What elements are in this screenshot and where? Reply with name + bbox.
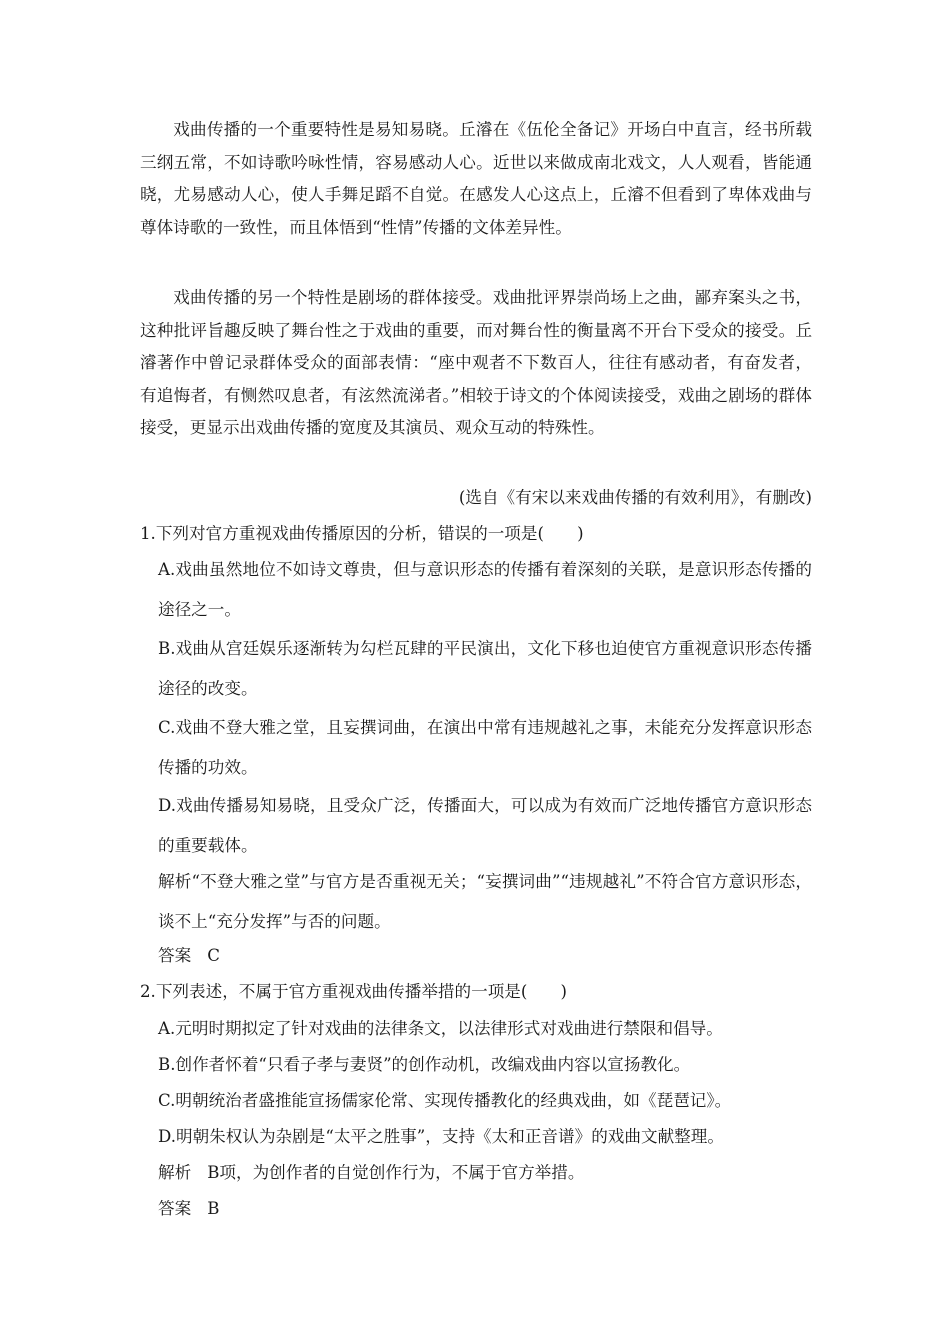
analysis-text: “不登大雅之堂”与官方是否重视无关；“妄撰词曲”“违规越礼”不符合官方意识形态，谈不上“充分发挥”与否的问题。 xyxy=(158,872,812,931)
passage-paragraph-2: 戏曲传播的另一个特性是剧场的群体接受。戏曲批评界崇尚场上之曲，鄙弃案头之书，这种批评旨趣反映了舞台性之于戏曲的重要，而对舞台性的衡量离不开台下受众的接受。丘濬著作中曾记录群体受众的面部表情：“座中观者不下数百人，往往有感动者，有奋发者，有追悔者，有恻然叹息者，有泫然流涕者。”相较于诗文的个体阅读接受，戏曲之剧场的群体接受，更显示出戏曲传播的宽度及其演员、观众互动的特殊性。 xyxy=(140,288,812,437)
passage-source: (选自《有宋以来戏曲传播的有效利用》，有删改) xyxy=(458,488,812,507)
analysis-label: 解析 xyxy=(158,1163,192,1182)
question-1-option-d: D.戏曲传播易知易晓，且受众广泛，传播面大，可以成为有效而广泛地传播官方意识形态的重要载体。 xyxy=(158,796,812,855)
question-2-option-c: C.明朝统治者盛推能宣扬儒家伦常、实现传播教化的经典戏曲，如《琵琶记》。 xyxy=(158,1091,732,1110)
passage-paragraph-1: 戏曲传播的一个重要特性是易知易晓。丘濬在《伍伦全备记》开场白中直言，经书所载三纲五常，不如诗歌吟咏性情，容易感动人心。近世以来做成南北戏文，人人观看，皆能通晓，尤易感动人心，使人手舞足蹈不自觉。在感发人心这点上，丘濬不但看到了卑体戏曲与尊体诗歌的一致性，而且体悟到“性情”传播的文体差异性。 xyxy=(140,120,812,237)
answer-value: C xyxy=(207,946,220,965)
answer-label: 答案 xyxy=(158,946,192,965)
analysis-label: 解析 xyxy=(158,872,192,891)
question-2-option-b: B.创作者怀着“只看子孝与妻贤”的创作动机，改编戏曲内容以宣扬教化。 xyxy=(158,1055,691,1074)
question-1-analysis xyxy=(158,862,812,942)
question-1-option-b: B.戏曲从宫廷娱乐逐渐转为勾栏瓦肆的平民演出，文化下移也迫使官方重视意识形态传播途径的改变。 xyxy=(158,639,812,698)
question-1-option-c: C.戏曲不登大雅之堂，且妄撰词曲，在演出中常有违规越礼之事，未能充分发挥意识形态传播的功效。 xyxy=(158,718,812,777)
question-1-stem: 1.下列对官方重视戏曲传播原因的分析，错误的一项是( ) xyxy=(140,524,584,543)
question-1-option-a: A.戏曲虽然地位不如诗文尊贵，但与意识形态的传播有着深刻的关联，是意识形态传播的途径之一。 xyxy=(158,560,812,619)
answer-label: 答案 xyxy=(158,1199,192,1218)
question-2-option-a: A.元明时期拟定了针对戏曲的法律条文，以法律形式对戏曲进行禁限和倡导。 xyxy=(158,1019,723,1038)
answer-value: B xyxy=(207,1199,220,1218)
question-2-stem: 2.下列表述，不属于官方重视戏曲传播举措的一项是( ) xyxy=(140,982,568,1001)
question-2-answer xyxy=(158,1197,219,1221)
question-1-answer xyxy=(158,944,220,968)
question-2-option-d: D.明朝朱权认为杂剧是“太平之胜事”，支持《太和正音谱》的戏曲文献整理。 xyxy=(158,1127,724,1146)
analysis-text: B项，为创作者的自觉创作行为，不属于官方举措。 xyxy=(207,1163,585,1182)
question-2-analysis xyxy=(158,1161,584,1185)
